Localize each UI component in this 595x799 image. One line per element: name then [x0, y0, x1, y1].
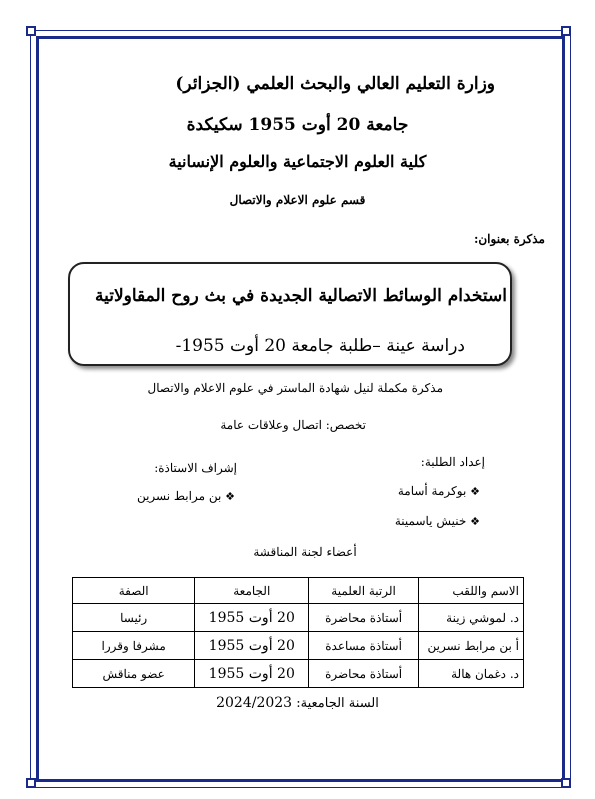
corner-ornament-top-left: [26, 26, 36, 36]
member-rank: أستاذة مساعدة: [309, 632, 419, 660]
header-university: الجامعة: [195, 578, 309, 604]
ministry-heading: وزارة التعليم العالي والبحث العلمي (الجزائر): [175, 74, 495, 94]
table-row: [73, 604, 524, 632]
thesis-title: استخدام الوسائط الاتصالية الجديدة في بث روح المقاولاتية: [94, 286, 507, 306]
member-university: 20 أوت 1955: [195, 632, 309, 660]
member-university: 20 أوت 1955: [195, 604, 309, 632]
diamond-bullet-icon: ❖: [470, 485, 480, 498]
diamond-bullet-icon: ❖: [225, 490, 235, 503]
student-item: [398, 484, 480, 498]
supervisor-item: [137, 489, 235, 503]
committee-label: أعضاء لجنة المناقشة: [253, 545, 357, 559]
member-role: رئيسا: [73, 604, 195, 632]
table-header-row: [73, 578, 524, 604]
member-name: د. دغمان هالة: [418, 660, 523, 688]
table-row: [73, 660, 524, 688]
member-rank: أستاذة محاضرة: [309, 660, 419, 688]
memo-title-label: مذكرة بعنوان:: [473, 232, 545, 246]
thesis-subtitle: دراسة عينة –طلبة جامعة 20 أوت 1955-: [175, 336, 465, 356]
header-role: الصفة: [73, 578, 195, 604]
supervisor-label: إشراف الاستاذة:: [154, 461, 237, 475]
student-name: خنيش ياسمينة: [394, 514, 467, 528]
department-heading: قسم علوم الاعلام والاتصال: [229, 193, 366, 207]
member-university: 20 أوت 1955: [195, 660, 309, 688]
corner-ornament-bottom-left: [26, 778, 36, 788]
university-heading: جامعة 20 أوت 1955 سكيكدة: [186, 115, 409, 135]
student-item: [395, 514, 480, 528]
committee-table: [72, 577, 524, 688]
member-role: مشرفا وقررا: [73, 632, 195, 660]
student-name: بوكرمة أسامة: [397, 484, 467, 498]
member-name: د. لموشي زينة: [418, 604, 523, 632]
faculty-heading: كلية العلوم الاجتماعية والعلوم الإنسانية: [168, 152, 427, 171]
academic-year: [0, 695, 595, 711]
member-role: عضو مناقش: [73, 660, 195, 688]
degree-note: مذكرة مكملة لنيل شهادة الماستر في علوم الاعلام والاتصال: [147, 381, 443, 395]
header-name: الاسم واللقب: [418, 578, 523, 604]
diamond-bullet-icon: ❖: [470, 515, 480, 528]
member-rank: أستاذة محاضرة: [309, 604, 419, 632]
supervisor-name: بن مرابط نسرين: [136, 489, 222, 503]
specialization: تخصص: اتصال وعلاقات عامة: [220, 418, 366, 432]
academic-year-label: السنة الجامعية:: [296, 696, 379, 711]
table-row: [73, 632, 524, 660]
member-name: أ بن مرابط نسرين: [418, 632, 523, 660]
corner-ornament-bottom-right: [561, 778, 571, 788]
corner-ornament-top-right: [561, 26, 571, 36]
academic-year-value: 2024/2023: [216, 695, 293, 711]
header-rank: الرتبة العلمية: [309, 578, 419, 604]
students-label: إعداد الطلبة:: [420, 455, 485, 469]
